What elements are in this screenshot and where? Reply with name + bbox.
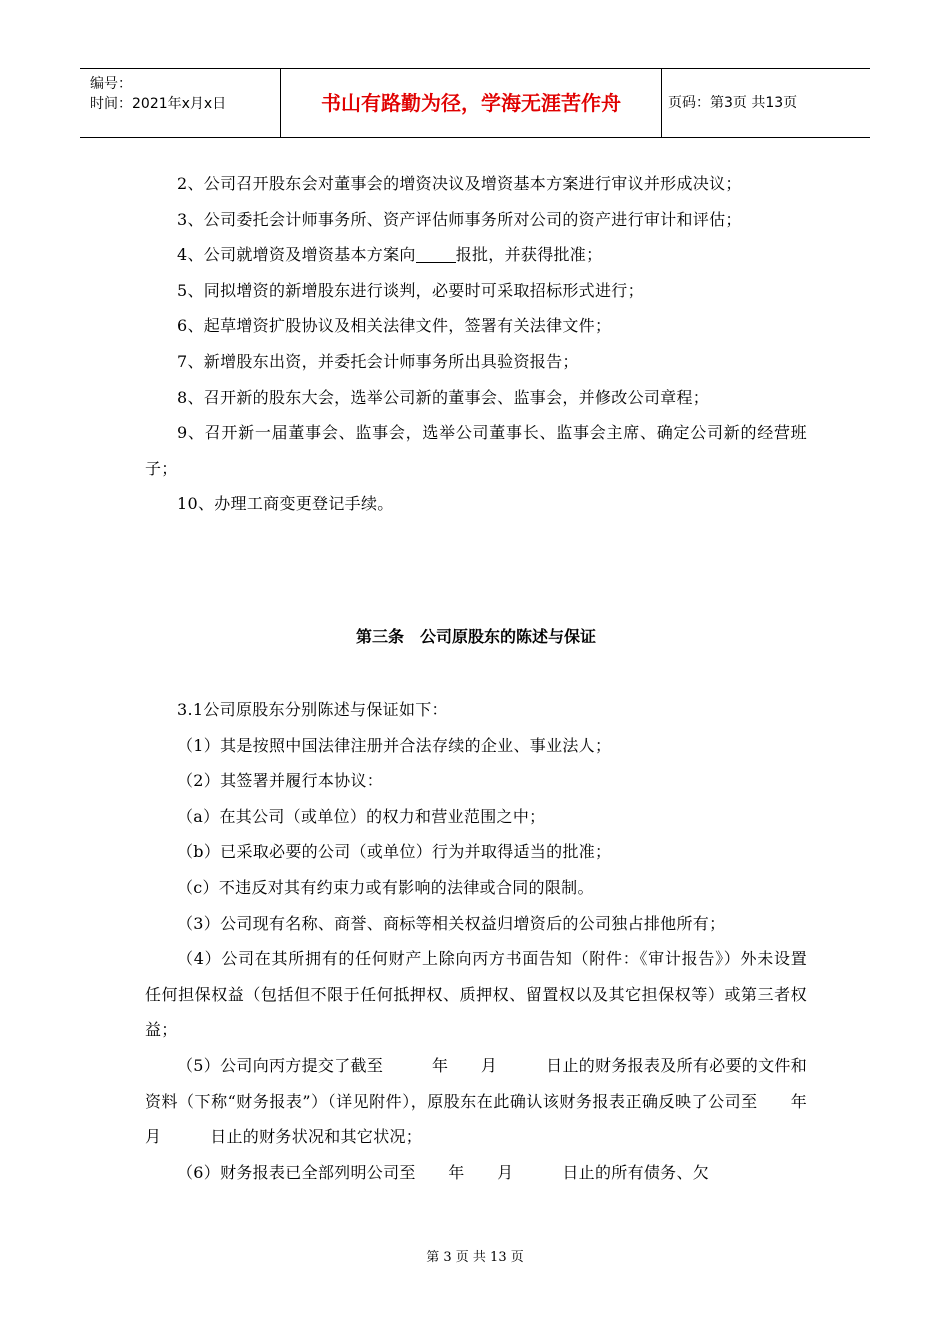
- header-meta: [80, 69, 280, 137]
- paragraph-part: 4、公司就增资及增资基本方案向: [177, 245, 416, 265]
- page-footer: 第 3 页 共 13 页: [426, 1250, 524, 1265]
- paragraph: （a）在其公司（或单位）的权力和营业范围之中；: [177, 806, 546, 826]
- paragraph: 7、新增股东出资，并委托会计师事务所出具验资报告；: [177, 351, 579, 371]
- paragraph: （3）公司现有名称、商誉、商标等相关权益归增资后的公司独占排他所有；: [177, 913, 726, 933]
- paragraph: [145, 237, 807, 273]
- paragraph: 10、办理工商变更登记手续。: [177, 494, 394, 514]
- paragraph: （c）不违反对其有约束力或有影响的法律或合同的限制。: [177, 877, 594, 897]
- article-title: 第三条 公司原股东的陈述与保证: [355, 627, 596, 646]
- paragraph: （4）公司在其所拥有的任何财产上除向丙方书面告知（附件：《审计报告》）外未设置任何担保权益（包括但不限于任何抵押权、质押权、留置权以及其它担保权等）或第三者权益；: [145, 949, 807, 1040]
- paragraph: 6、起草增资扩股协议及相关法律文件，签署有关法律文件；: [177, 316, 612, 336]
- paragraph: 3.1公司原股东分别陈述与保证如下：: [177, 700, 448, 719]
- paragraph: （2）其签署并履行本协议：: [177, 771, 384, 791]
- paragraph: 3、公司委托会计师事务所、资产评估师事务所对公司的资产进行审计和评估；: [177, 209, 742, 229]
- section-procedure: [145, 166, 807, 522]
- paragraph: （5）公司向丙方提交了截至 年 月 日止的财务报表及所有必要的文件和资料（下称“财务报表”）（详见附件），原股东在此确认该财务报表正确反映了公司至 年 月 日止的财务状况和其它状况；: [145, 1055, 840, 1147]
- paragraph: 9、召开新一届董事会、监事会，选举公司董事长、监事会主席、确定公司新的经营班子；: [145, 423, 807, 478]
- header-page-info: 页码：第3页 共13页: [668, 95, 798, 111]
- document-number-label: 编号：: [90, 76, 132, 92]
- paragraph: （1）其是按照中国法律注册并合法存续的企业、事业法人；: [177, 735, 612, 755]
- paragraph: （b）已采取必要的公司（或单位）行为并取得适当的批准；: [177, 842, 612, 862]
- paragraph-part: 报批，并获得批准；: [455, 245, 603, 265]
- paragraph: 8、召开新的股东大会，选举公司新的董事会、监事会，并修改公司章程；: [177, 387, 710, 407]
- document-date: 时间：2021年x月x日: [90, 96, 227, 112]
- header-motto: 书山有路勤为径，学海无涯苦作舟: [280, 69, 662, 137]
- section-representations: [145, 692, 840, 1190]
- page-header: [80, 68, 870, 138]
- paragraph: 2、公司召开股东会对董事会的增资决议及增资基本方案进行审议并形成决议；: [177, 174, 742, 193]
- fill-in-blank: [416, 246, 456, 263]
- paragraph: （6）财务报表已全部列明公司至 年 月 日止的所有债务、欠: [177, 1162, 710, 1182]
- paragraph: 5、同拟增资的新增股东进行谈判，必要时可采取招标形式进行；: [177, 280, 644, 300]
